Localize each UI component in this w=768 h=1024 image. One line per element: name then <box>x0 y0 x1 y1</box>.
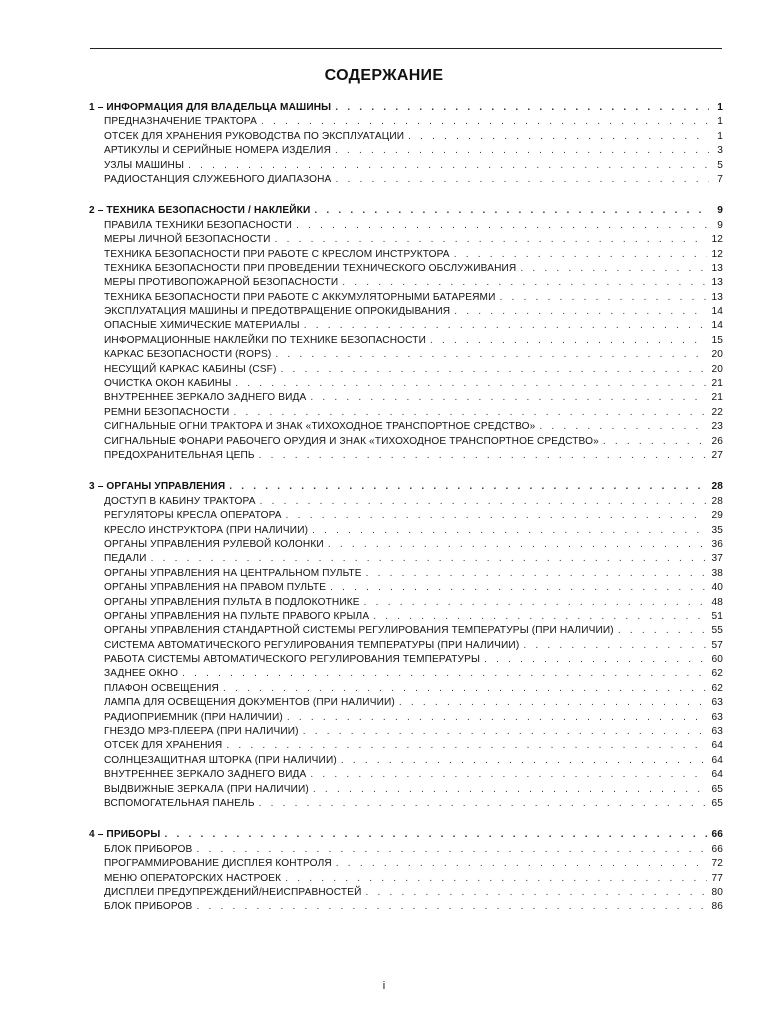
toc-entry-page: 63 <box>711 711 723 723</box>
toc-entry-page: 60 <box>711 654 723 666</box>
dot-leader <box>310 391 707 405</box>
section-heading <box>89 480 723 494</box>
page-title: СОДЕРЖАНИЕ <box>324 67 444 84</box>
toc-entry-text: РАБОТА СИСТЕМЫ АВТОМАТИЧЕСКОГО РЕГУЛИРОВАНИЯ ТЕМПЕРАТУРЫ <box>104 654 481 666</box>
toc-entry-text: ГНЕЗДО MP3-ПЛЕЕРА (ПРИ НАЛИЧИИ) <box>104 726 299 738</box>
toc-entry <box>89 739 723 753</box>
dot-leader <box>196 843 707 857</box>
section-heading-text: 4 – ПРИБОРЫ <box>89 829 161 841</box>
toc-entry-text: ВСПОМОГАТЕЛЬНАЯ ПАНЕЛЬ <box>104 797 255 809</box>
toc-entry-text: ВЫДВИЖНЫЕ ЗЕРКАЛА (ПРИ НАЛИЧИИ) <box>104 783 309 795</box>
toc-section <box>89 101 723 187</box>
dot-leader <box>365 886 707 900</box>
dot-leader <box>310 768 707 782</box>
toc-entry-text: АРТИКУЛЫ И СЕРИЙНЫЕ НОМЕРА ИЗДЕЛИЯ <box>104 145 332 157</box>
toc-entry <box>89 872 723 886</box>
toc-entry-page: 62 <box>711 682 723 694</box>
toc-entry-text: ТЕХНИКА БЕЗОПАСНОСТИ ПРИ ПРОВЕДЕНИИ ТЕХНИЧЕСКОГО ОБСЛУЖИВАНИЯ <box>104 262 517 274</box>
toc-entry-text: СИГНАЛЬНЫЕ ОГНИ ТРАКТОРА И ЗНАК «ТИХОХОДНОЕ ТРАНСПОРТНОЕ СРЕДСТВО» <box>104 421 536 433</box>
toc-entry-text: ТЕХНИКА БЕЗОПАСНОСТИ ПРИ РАБОТЕ С АККУМУЛЯТОРНЫМИ БАТАРЕЯМИ <box>104 291 496 303</box>
toc-entry <box>89 768 723 782</box>
dot-leader <box>188 159 709 173</box>
section-heading-page: 1 <box>717 102 723 113</box>
toc-entry <box>89 248 723 262</box>
section-heading-text: 1 – ИНФОРМАЦИЯ ДЛЯ ВЛАДЕЛЬЦА МАШИНЫ <box>89 102 332 113</box>
toc-entry <box>89 682 723 696</box>
dot-leader <box>539 420 707 434</box>
dot-leader <box>314 204 709 218</box>
toc-section <box>89 828 723 914</box>
toc-entry-page: 23 <box>711 421 723 433</box>
toc-entry <box>89 552 723 566</box>
toc-entry <box>89 276 723 290</box>
section-heading-page: 9 <box>717 205 723 217</box>
toc-entry <box>89 219 723 233</box>
toc-entry <box>89 667 723 681</box>
dot-leader <box>287 711 708 725</box>
toc-entry-text: ОПАСНЫЕ ХИМИЧЕСКИЕ МАТЕРИАЛЫ <box>104 320 300 332</box>
toc-entry-text: ОРГАНЫ УПРАВЛЕНИЯ СТАНДАРТНОЙ СИСТЕМЫ РЕГУЛИРОВАНИЯ ТЕМПЕРАТУРЫ (ПРИ НАЛИЧИИ) <box>104 625 614 637</box>
toc-entry <box>89 843 723 857</box>
toc-entry-text: ТЕХНИКА БЕЗОПАСНОСТИ ПРИ РАБОТЕ С КРЕСЛОМ ИНСТРУКТОРА <box>104 248 450 260</box>
dot-leader <box>618 624 708 638</box>
section-heading-page: 66 <box>711 829 723 841</box>
dot-leader <box>151 552 708 566</box>
toc-entry <box>89 581 723 595</box>
toc-entry-page: 57 <box>711 639 723 651</box>
toc-entry-page: 63 <box>711 726 723 738</box>
toc-entry-text: ПРЕДНАЗНАЧЕНИЕ ТРАКТОРА <box>104 116 257 128</box>
dot-leader <box>229 480 707 494</box>
toc-entry <box>89 639 723 653</box>
toc-entry <box>89 291 723 305</box>
toc-entry <box>89 233 723 247</box>
dot-leader <box>373 610 707 624</box>
toc-entry-text: СОЛНЦЕЗАЩИТНАЯ ШТОРКА (ПРИ НАЛИЧИИ) <box>104 754 337 766</box>
toc-entry <box>89 725 723 739</box>
toc-entry-page: 51 <box>711 610 723 622</box>
toc-entry-page: 20 <box>711 363 723 375</box>
toc-entry-text: ПРЕДОХРАНИТЕЛЬНАЯ ЦЕПЬ <box>104 449 255 461</box>
dot-leader <box>233 406 707 420</box>
toc-entry-page: 66 <box>711 843 723 855</box>
toc-entry <box>89 449 723 463</box>
toc-entry <box>89 524 723 538</box>
toc-entry <box>89 567 723 581</box>
toc-entry-page: 20 <box>711 349 723 361</box>
toc-entry-page: 72 <box>711 858 723 870</box>
toc-entry-page: 64 <box>711 754 723 766</box>
toc-entry-text: ПЛАФОН ОСВЕЩЕНИЯ <box>104 682 219 694</box>
dot-leader <box>260 495 708 509</box>
toc-entry <box>89 754 723 768</box>
dot-leader <box>523 639 707 653</box>
toc-entry-text: СИСТЕМА АВТОМАТИЧЕСКОГО РЕГУЛИРОВАНИЯ ТЕМПЕРАТУРЫ (ПРИ НАЛИЧИИ) <box>104 639 520 651</box>
toc-entry-page: 77 <box>711 872 723 884</box>
dot-leader <box>182 667 707 681</box>
dot-leader <box>223 682 708 696</box>
toc-entry-text: ДОСТУП В КАБИНУ ТРАКТОРА <box>104 495 256 507</box>
dot-leader <box>520 262 707 276</box>
toc-entry <box>89 348 723 362</box>
toc-entry-text: ОРГАНЫ УПРАВЛЕНИЯ РУЛЕВОЙ КОЛОНКИ <box>104 538 324 550</box>
toc-entry-text: МЕНЮ ОПЕРАТОРСКИХ НАСТРОЕК <box>104 872 282 884</box>
toc-entry-page: 13 <box>711 262 723 274</box>
toc-entry <box>89 173 723 187</box>
toc-entry <box>89 435 723 449</box>
toc-entry-page: 35 <box>711 524 723 536</box>
toc-entry-text: ИНФОРМАЦИОННЫЕ НАКЛЕЙКИ ПО ТЕХНИКЕ БЕЗОПАСНОСТИ <box>104 334 426 346</box>
dot-leader <box>330 581 707 595</box>
dot-leader <box>275 348 707 362</box>
toc-entry <box>89 334 723 348</box>
toc-entry-page: 55 <box>711 625 723 637</box>
toc-entry-text: КРЕСЛО ИНСТРУКТОРА (ПРИ НАЛИЧИИ) <box>104 524 309 536</box>
toc-entry-page: 14 <box>711 320 723 332</box>
dot-leader <box>304 319 708 333</box>
toc-entry-text: ОЧИСТКА ОКОН КАБИНЫ <box>104 378 232 390</box>
toc-entry <box>89 696 723 710</box>
toc-entry-page: 63 <box>711 697 723 709</box>
dot-leader <box>335 144 709 158</box>
toc-entry-text: МЕРЫ ПРОТИВОПОЖАРНОЙ БЕЗОПАСНОСТИ <box>104 277 339 289</box>
toc-entry-page: 64 <box>711 769 723 781</box>
section-heading <box>89 204 723 218</box>
dot-leader <box>312 524 707 538</box>
toc-entry <box>89 115 723 129</box>
toc-entry-page: 7 <box>717 173 723 185</box>
toc-entry <box>89 596 723 610</box>
toc-entry-text: БЛОК ПРИБОРОВ <box>104 843 193 855</box>
toc-entry <box>89 391 723 405</box>
toc-entry-text: ЗАДНЕЕ ОКНО <box>104 668 179 680</box>
dot-leader <box>336 857 708 871</box>
toc-entry-page: 65 <box>711 797 723 809</box>
toc-entry-page: 86 <box>711 901 723 913</box>
toc-entry-page: 38 <box>711 567 723 579</box>
dot-leader <box>341 754 708 768</box>
dot-leader <box>286 509 708 523</box>
toc-entry-text: УЗЛЫ МАШИНЫ <box>104 159 185 171</box>
dot-leader <box>454 248 708 262</box>
section-heading-text: 3 – ОРГАНЫ УПРАВЛЕНИЯ <box>89 481 226 493</box>
dot-leader <box>399 696 708 710</box>
toc-entry-text: МЕРЫ ЛИЧНОЙ БЕЗОПАСНОСТИ <box>104 234 271 246</box>
toc-entry-page: 1 <box>717 130 723 142</box>
toc-entry-text: ЭКСПЛУАТАЦИЯ МАШИНЫ И ПРЕДОТВРАЩЕНИЕ ОПРОКИДЫВАНИЯ <box>104 306 451 318</box>
toc-entry-text: ПРОГРАММИРОВАНИЕ ДИСПЛЕЯ КОНТРОЛЯ <box>104 858 332 870</box>
toc-entry-page: 28 <box>711 495 723 507</box>
toc-entry-page: 15 <box>711 334 723 346</box>
toc-entry-page: 26 <box>711 435 723 447</box>
toc-entry-text: ЛАМПА ДЛЯ ОСВЕЩЕНИЯ ДОКУМЕНТОВ (ПРИ НАЛИЧИИ) <box>104 697 395 709</box>
toc-entry-page: 13 <box>711 291 723 303</box>
toc-entry <box>89 262 723 276</box>
toc-entry <box>89 610 723 624</box>
dot-leader <box>259 449 708 463</box>
toc-entry <box>89 363 723 377</box>
toc-entry-page: 62 <box>711 668 723 680</box>
toc-entry-text: ВНУТРЕННЕЕ ЗЕРКАЛО ЗАДНЕГО ВИДА <box>104 769 307 781</box>
toc-entry-page: 40 <box>711 582 723 594</box>
toc-section <box>89 480 723 811</box>
toc-entry-page: 9 <box>717 219 723 231</box>
toc-entry-text: НЕСУЩИЙ КАРКАС КАБИНЫ (CSF) <box>104 363 277 375</box>
toc-entry-page: 65 <box>711 783 723 795</box>
toc-entry-text: ПРАВИЛА ТЕХНИКИ БЕЗОПАСНОСТИ <box>104 219 293 231</box>
toc-entry-text: БЛОК ПРИБОРОВ <box>104 901 193 913</box>
dot-leader <box>313 783 708 797</box>
dot-leader <box>226 739 707 753</box>
toc-entry-text: КАРКАС БЕЗОПАСНОСТИ (ROPS) <box>104 349 272 361</box>
dot-leader <box>430 334 707 348</box>
dot-leader <box>164 828 707 842</box>
dot-leader <box>342 276 707 290</box>
toc-entry-text: ОРГАНЫ УПРАВЛЕНИЯ ПУЛЬТА В ПОДЛОКОТНИКЕ <box>104 596 360 608</box>
toc-entry-text: ПЕДАЛИ <box>104 553 147 565</box>
dot-leader <box>364 596 708 610</box>
dot-leader <box>500 291 708 305</box>
toc-entry <box>89 130 723 144</box>
dot-leader <box>335 101 709 115</box>
toc-entry-text: ДИСПЛЕИ ПРЕДУПРЕЖДЕНИЙ/НЕИСПРАВНОСТЕЙ <box>104 886 362 898</box>
toc-entry <box>89 857 723 871</box>
toc-entry-page: 64 <box>711 740 723 752</box>
toc-entry-page: 1 <box>717 116 723 128</box>
toc-entry-text: РАДИОСТАНЦИЯ СЛУЖЕБНОГО ДИАПАЗОНА <box>104 173 332 185</box>
toc-entry-text: ОРГАНЫ УПРАВЛЕНИЯ НА ПУЛЬТЕ ПРАВОГО КРЫЛА <box>104 610 370 622</box>
toc-entry <box>89 797 723 811</box>
dot-leader <box>454 305 707 319</box>
section-heading-text: 2 – ТЕХНИКА БЕЗОПАСНОСТИ / НАКЛЕЙКИ <box>89 205 311 217</box>
toc-entry-page: 36 <box>711 538 723 550</box>
dot-leader <box>335 173 709 187</box>
toc-entry-text: СИГНАЛЬНЫЕ ФОНАРИ РАБОЧЕГО ОРУДИЯ И ЗНАК «ТИХОХОДНОЕ ТРАНСПОРТНОЕ СРЕДСТВО» <box>104 435 599 447</box>
toc-entry-page: 29 <box>711 510 723 522</box>
toc-entry-page: 27 <box>711 449 723 461</box>
toc-entry <box>89 624 723 638</box>
toc-entry-page: 37 <box>711 553 723 565</box>
dot-leader <box>484 653 707 667</box>
toc-entry <box>89 711 723 725</box>
page-number: i <box>382 980 386 992</box>
toc-entry-page: 12 <box>711 234 723 246</box>
toc-section <box>89 204 723 463</box>
top-rule <box>90 48 722 49</box>
toc-entry-page: 48 <box>711 596 723 608</box>
dot-leader <box>285 872 707 886</box>
toc-entry-page: 80 <box>711 886 723 898</box>
dot-leader <box>261 115 709 129</box>
dot-leader <box>328 538 708 552</box>
dot-leader <box>603 435 708 449</box>
toc-entry-text: ОРГАНЫ УПРАВЛЕНИЯ НА ЦЕНТРАЛЬНОМ ПУЛЬТЕ <box>104 567 362 579</box>
toc-entry <box>89 305 723 319</box>
toc-entry-text: ОРГАНЫ УПРАВЛЕНИЯ НА ПРАВОМ ПУЛЬТЕ <box>104 582 327 594</box>
toc-entry-text: РЕГУЛЯТОРЫ КРЕСЛА ОПЕРАТОРА <box>104 510 282 522</box>
toc-entry <box>89 420 723 434</box>
toc-entry <box>89 653 723 667</box>
dot-leader <box>280 363 707 377</box>
dot-leader <box>303 725 708 739</box>
toc-entry <box>89 900 723 914</box>
toc-entry-page: 5 <box>717 159 723 171</box>
toc-entry-text: РЕМНИ БЕЗОПАСНОСТИ <box>104 406 230 418</box>
toc-entry-page: 14 <box>711 306 723 318</box>
section-heading <box>89 828 723 842</box>
toc-entry-text: РАДИОПРИЕМНИК (ПРИ НАЛИЧИИ) <box>104 711 283 723</box>
dot-leader <box>366 567 708 581</box>
dot-leader <box>259 797 708 811</box>
toc-entry-page: 3 <box>717 145 723 157</box>
toc-entry <box>89 783 723 797</box>
section-heading <box>89 101 723 115</box>
toc-entry-page: 21 <box>711 392 723 404</box>
dot-leader <box>408 130 709 144</box>
toc-entry <box>89 495 723 509</box>
toc-entry <box>89 886 723 900</box>
toc-entry <box>89 144 723 158</box>
dot-leader <box>235 377 707 391</box>
toc-entry-page: 13 <box>711 277 723 289</box>
toc-entry-text: ОТСЕК ДЛЯ ХРАНЕНИЯ РУКОВОДСТВА ПО ЭКСПЛУАТАЦИИ <box>104 130 405 142</box>
toc-entry-page: 21 <box>711 378 723 390</box>
toc-entry <box>89 159 723 173</box>
dot-leader <box>296 219 709 233</box>
toc-entry <box>89 538 723 552</box>
toc-entry-text: ВНУТРЕННЕЕ ЗЕРКАЛО ЗАДНЕГО ВИДА <box>104 392 307 404</box>
dot-leader <box>275 233 708 247</box>
toc-entry-page: 22 <box>711 406 723 418</box>
table-of-contents <box>89 101 723 932</box>
toc-entry-page: 12 <box>711 248 723 260</box>
dot-leader <box>196 900 707 914</box>
section-heading-page: 28 <box>711 481 723 493</box>
toc-entry <box>89 377 723 391</box>
toc-entry <box>89 406 723 420</box>
toc-entry <box>89 509 723 523</box>
toc-entry <box>89 319 723 333</box>
toc-entry-text: ОТСЕК ДЛЯ ХРАНЕНИЯ <box>104 740 223 752</box>
